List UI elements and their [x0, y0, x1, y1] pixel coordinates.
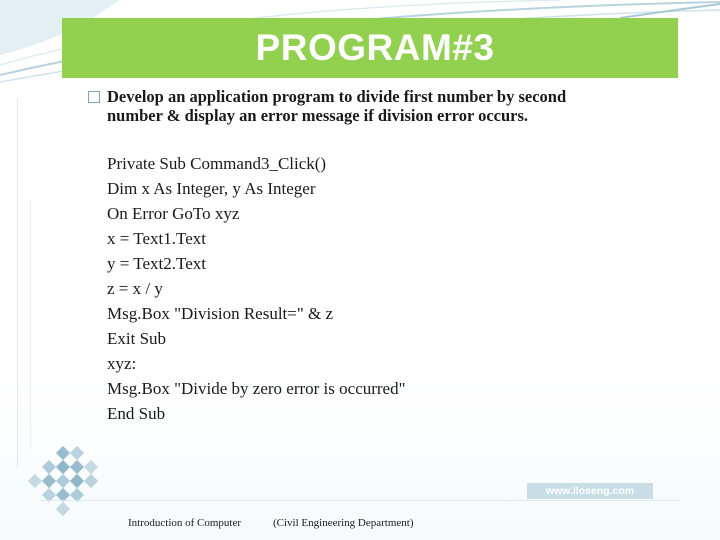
code-line: x = Text1.Text	[107, 229, 206, 248]
footer-department: (Civil Engineering Department)	[273, 517, 414, 529]
left-divider-secondary	[30, 200, 31, 450]
square-bullet-icon	[88, 91, 100, 103]
code-line: Msg.Box "Division Result=" & z	[107, 304, 334, 323]
code-line: Private Sub Command3_Click()	[107, 154, 327, 173]
bullet-line-1: Develop an application program to divide first number by second	[107, 87, 567, 106]
footer-course-title: Introduction of Computer	[128, 517, 242, 529]
title-bar	[62, 18, 678, 78]
code-line: y = Text2.Text	[107, 254, 206, 273]
diamond-pattern-icon	[28, 440, 118, 520]
code-line: End Sub	[107, 404, 166, 423]
bullet-item	[88, 87, 688, 125]
code-line: Dim x As Integer, y As Integer	[107, 179, 316, 198]
footer-website: www.lloseng.com	[545, 485, 635, 497]
left-divider	[17, 98, 18, 468]
slide-title: PROGRAM#3	[255, 27, 495, 68]
bullet-text	[107, 87, 566, 125]
footer-website-badge	[527, 483, 653, 499]
code-line: On Error GoTo xyz	[107, 204, 240, 223]
code-line: xyz:	[107, 354, 137, 373]
code-line: z = x / y	[107, 279, 163, 298]
code-line: Msg.Box "Divide by zero error is occurred"	[107, 379, 406, 398]
bullet-line-2: number & display an error message if division error occurs.	[107, 106, 529, 125]
code-block	[107, 151, 527, 426]
code-line: Exit Sub	[107, 329, 167, 348]
footer-divider	[40, 500, 680, 501]
